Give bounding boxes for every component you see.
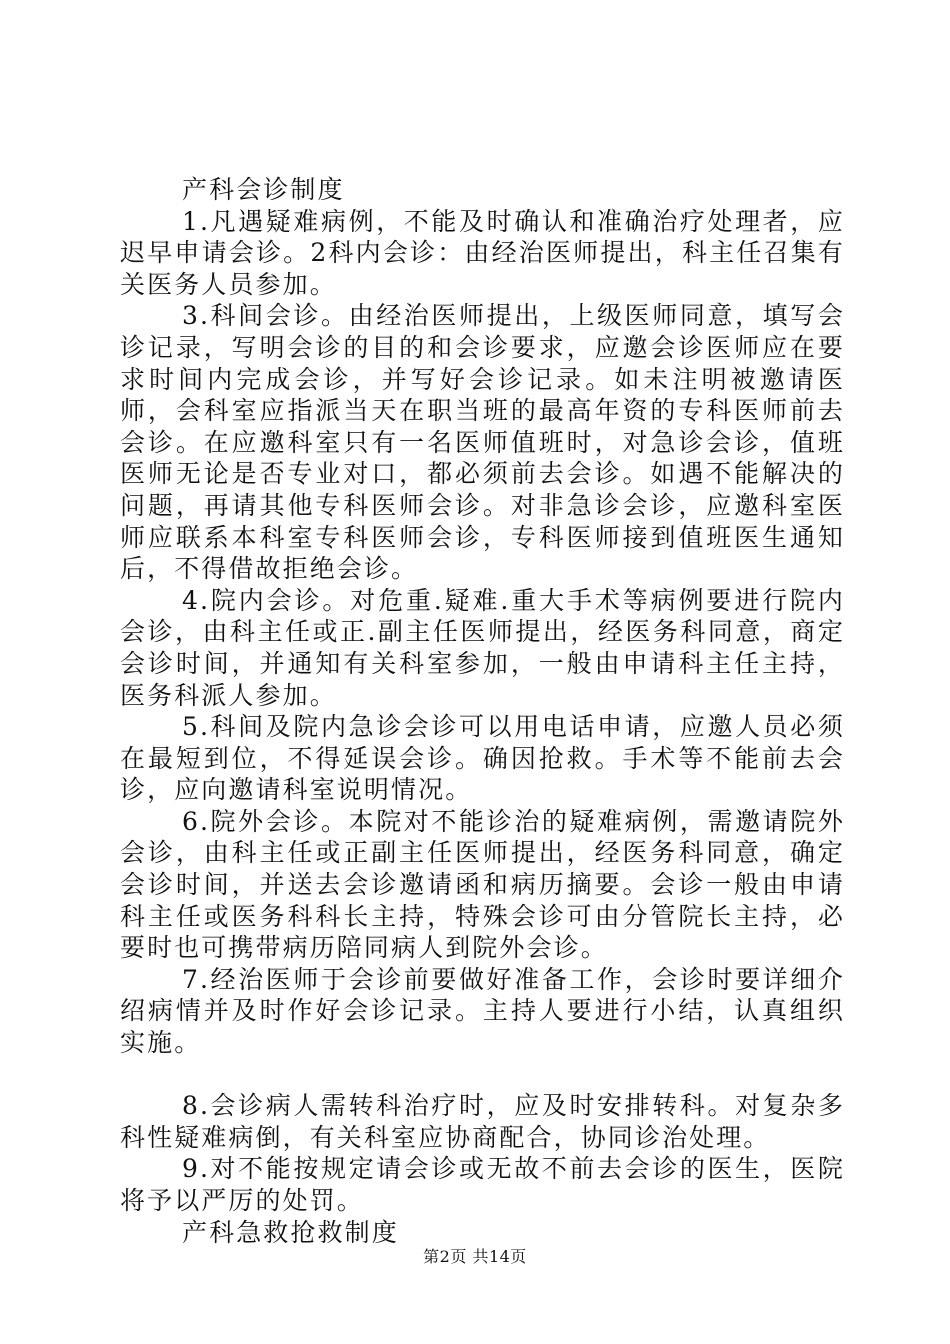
paragraph-item-3: 3.科间会诊。由经治医师提出，上级医师同意，填写会诊记录，写明会诊的目的和会诊要求，应邀会诊医师应在要求时间内完成会诊，并写好会诊记录。如未注明被邀请医师，会科室应指派当天在职当班的最高年资的专科医师前去会诊。在应邀科室只有一名医师值班时，对急诊会诊，值班医师无论是否专业对口，都必须前去会诊。如遇不能解决的问题，再请其他专科医师会诊。对非急诊会诊，应邀科室医师应联系本科室专科医师会诊，专科医师接到值班医生通知后，不得借故拒绝会诊。 xyxy=(120,301,845,584)
paragraph-item-7: 7.经治医师于会诊前要做好准备工作，会诊时要详细介绍病情并及时作好会诊记录。主持人要进行小结，认真组织实施。 xyxy=(120,964,845,1058)
paragraph-item-8: 8.会诊病人需转科治疗时，应及时安排转科。对复杂多科性疑难病倒，有关科室应协商配合，协同诊治处理。 xyxy=(120,1091,845,1152)
paragraph-item-5: 5.科间及院内急诊会诊可以用电话申请，应邀人员必须在最短到位，不得延误会诊。确因抢救。手术等不能前去会诊，应向邀请科室说明情况。 xyxy=(120,712,845,805)
next-section-title: 产科急救抢救制度 xyxy=(182,1217,399,1247)
section-title: 产科会诊制度 xyxy=(182,175,345,204)
document-body xyxy=(120,174,845,1248)
paragraph-item-9: 9.对不能按规定请会诊或无故不前去会诊的医生，医院将予以严厉的处罚。 xyxy=(120,1154,845,1215)
paragraph-item-1: 1.凡遇疑难病例，不能及时确认和准确治疗处理者，应迟早申请会诊。2科内会诊：由经治医师提出，科主任召集有关医务人员参加。 xyxy=(120,206,845,299)
paragraph-item-6: 6.院外会诊。本院对不能诊治的疑难病例，需邀请院外会诊，由科主任或正副主任医师提出，经医务科同意，确定会诊时间，并送去会诊邀请函和病历摘要。会诊一般由申请科主任或医务科科长主持，特殊会诊可由分管院长主持，必要时也可携带病历陪同病人到院外会诊。 xyxy=(120,806,845,963)
page-number-footer: 第2页 共14页 xyxy=(423,1247,527,1266)
paragraph-item-4: 4.院内会诊。对危重.疑难.重大手术等病例要进行院内会诊，由科主任或正.副主任医师提出，经医务科同意，商定会诊时间，并通知有关科室参加，一般由申请科主任主持，医务科派人参加。 xyxy=(120,585,845,710)
